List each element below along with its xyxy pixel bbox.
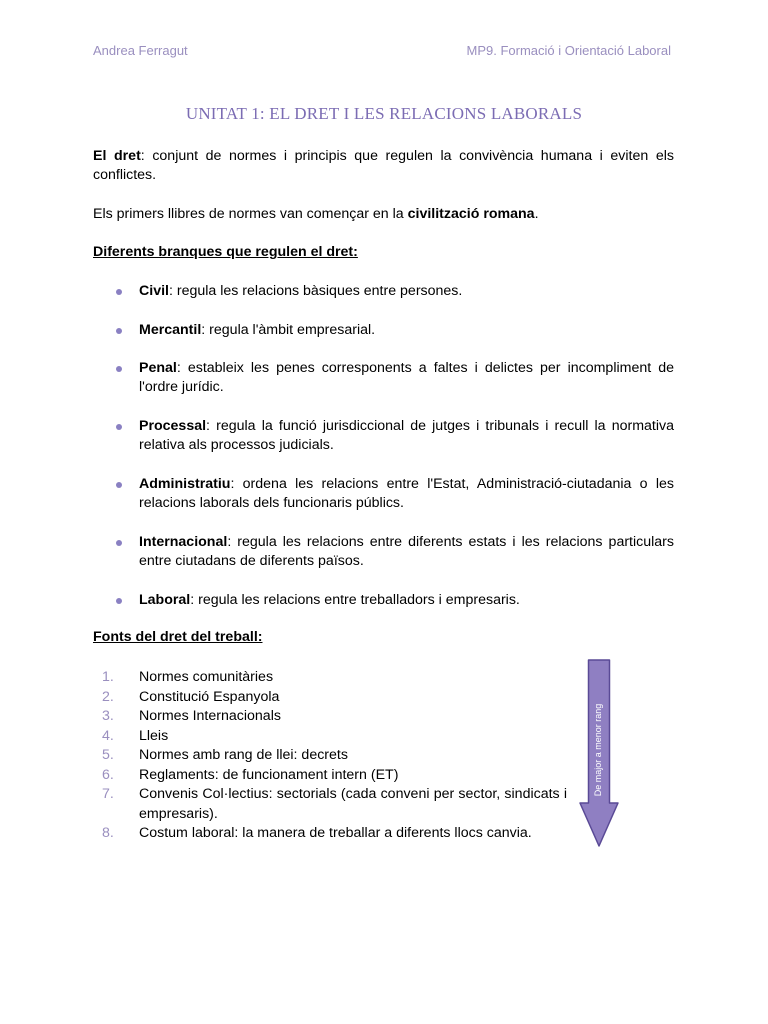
list-number: 1. [102, 669, 114, 685]
branch-term: Internacional [139, 534, 228, 550]
history-text-after: . [534, 206, 539, 222]
history-bold: civilització romana [407, 206, 535, 222]
branch-item-civil [139, 282, 674, 301]
history-text-before: Els primers llibres de normes van començar en la [93, 206, 408, 222]
bullet-icon [116, 540, 122, 546]
source-item: Constitució Espanyola [139, 688, 280, 705]
list-number: 3. [102, 708, 114, 724]
branch-item-internacional [139, 533, 674, 571]
branch-term: Processal [139, 418, 207, 434]
branch-term: Laboral [139, 592, 191, 608]
branch-item-penal [139, 359, 674, 397]
branch-term: Civil [139, 283, 169, 299]
source-item: Convenis Col·lectius: sectorials (cada conveni per sector, sindicats i empresaris). [139, 786, 567, 822]
branch-item-administratiu [139, 475, 674, 513]
source-item: Normes comunitàries [139, 669, 274, 685]
sources-heading: Fonts del dret del treball: [93, 629, 263, 645]
definition-paragraph [93, 147, 674, 185]
page-header-left: Andrea Ferragut [93, 43, 188, 58]
bullet-icon [116, 424, 122, 430]
branches-heading: Diferents branques que regulen el dret: [93, 244, 358, 260]
history-paragraph [93, 205, 674, 224]
branch-term: Penal [139, 360, 177, 376]
branch-term: Mercantil [139, 322, 202, 338]
source-item: Normes Internacionals [139, 708, 281, 724]
list-number: 2. [102, 688, 114, 705]
list-number: 6. [102, 766, 114, 783]
source-item: Reglaments: de funcionament intern (ET) [139, 766, 399, 783]
list-number: 4. [102, 727, 114, 744]
source-item: Costum laboral: la manera de treballar a diferents llocs canvia. [139, 825, 532, 841]
bullet-icon [116, 598, 122, 604]
source-item: Normes amb rang de llei: decrets [139, 747, 348, 763]
list-number: 7. [102, 786, 114, 802]
bullet-icon [116, 289, 122, 295]
page-header-right: MP9. Formació i Orientació Laboral [466, 43, 671, 58]
branch-text: : regula la funció jurisdiccional de jutges i tribunals i recull la normativa relativa als processos judicials. [139, 418, 674, 453]
source-item: Lleis [139, 727, 169, 744]
branch-text: : regula les relacions bàsiques entre persones. [168, 283, 463, 299]
branch-item-mercantil [139, 321, 674, 340]
branch-text: : ordena les relacions entre l'Estat, Administració-ciutadania o les relacions laborals dels funcionaris públics. [139, 476, 674, 511]
branch-term: Administratiu [139, 476, 231, 492]
branch-item-processal [139, 417, 674, 455]
rank-arrow-label: De major a menor rang [593, 703, 603, 797]
bullet-icon [116, 366, 122, 372]
branch-text: : estableix les penes corresponents a faltes i delictes per incompliment de l'ordre jurídic. [139, 360, 674, 395]
bullet-icon [116, 482, 122, 488]
branch-text: : regula l'àmbit empresarial. [201, 322, 376, 338]
document-title: UNITAT 1: EL DRET I LES RELACIONS LABORALS [185, 104, 583, 123]
branch-item-laboral [139, 591, 674, 610]
branch-text: : regula les relacions entre diferents estats i les relacions particulars entre ciutadans de diferents països. [139, 534, 674, 569]
definition-term: El dret [93, 148, 141, 164]
definition-text: : conjunt de normes i principis que regulen la convivència humana i eviten els conflictes. [93, 148, 674, 183]
bullet-icon [116, 328, 122, 334]
list-number: 8. [102, 825, 114, 841]
branch-text: : regula les relacions entre treballadors i empresaris. [190, 592, 520, 608]
list-number: 5. [102, 747, 114, 763]
